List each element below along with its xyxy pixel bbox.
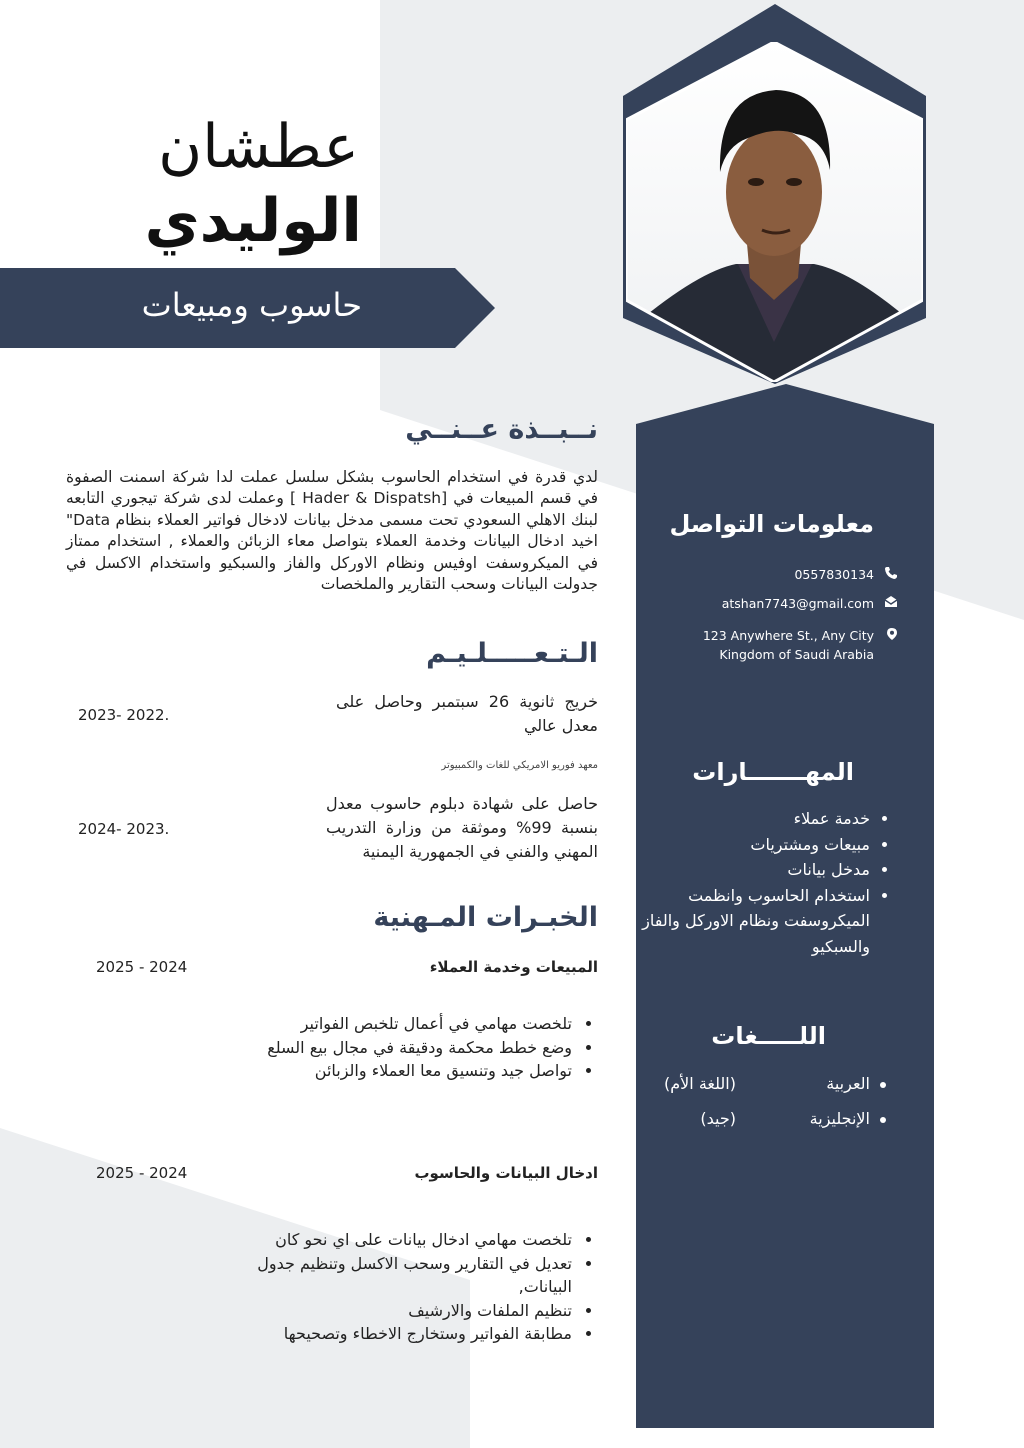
bullet-icon xyxy=(880,1082,886,1088)
about-text: لدي قدرة في استخدام الحاسوب بشكل سلسل عملت لدا شركة اسمنت الصفوة في قسم المبيعات في [Hader & Dispatsh ] وعملت لدى شركة تيجوري التابعه لبنك الاهلي السعودي تحت مسمى مدخل بيانات لادخال فواتير العملاء بنظام Data" اخيد ادخال البيانات وخدمة العملاء بتواصل معاء الزبائن والعملاء , استخدام ممتاز في الميكروسفت اوفيس ونظام الاوركل والفاز والسبكيو واستخدام الاكسل في جدولت البيانات وسحب التقارير والملخصات xyxy=(66,468,598,594)
languages-heading: اللـــــغات xyxy=(711,1022,826,1050)
education-entry-1-years: 2023- 2022. xyxy=(78,706,170,724)
list-item: • مطابقة الفواتير وستخارج الاخطاء وتصحيحها xyxy=(204,1322,574,1346)
experience-heading: الخبـرات المـهنية xyxy=(373,902,598,933)
contact-phone[interactable]: 0557830134 xyxy=(794,567,874,582)
education-entry-2-years: 2024- 2023. xyxy=(78,820,170,838)
list-item: • تعديل في التقارير وسحب الاكسل وتنظيم جدول البيانات, xyxy=(204,1252,574,1299)
job-2-years: 2025 - 2024 xyxy=(96,1164,188,1182)
about-heading: نــبــذة عــنــي xyxy=(405,414,598,445)
education-heading: الـتـعـــــلـيـم xyxy=(426,638,598,669)
job-2-tasks xyxy=(204,1228,594,1346)
list-item: • تواصل جيد وتنسيق معا العملاء والزبائن xyxy=(174,1059,574,1083)
contact-email[interactable]: atshan7743@gmail.com xyxy=(721,596,874,611)
language-2-name: الإنجليزية xyxy=(809,1109,870,1128)
language-2-level: (جيد) xyxy=(700,1109,736,1128)
bullet-icon xyxy=(880,1117,886,1123)
contact-heading: معلومات التواصل xyxy=(669,510,874,538)
list-item: • تنظيم الملفات والارشيف xyxy=(204,1299,574,1323)
list-item: • وضع خطط محكمة ودقيقة في مجال بيع السلع xyxy=(174,1036,574,1060)
location-icon xyxy=(885,627,899,641)
job-1-title: المبيعات وخدمة العملاء xyxy=(429,958,598,976)
list-item: • استخدام الحاسوب وانظمت الميكروسفت ونظام الاوركل والفاز والسبكيو xyxy=(635,883,870,960)
job-1-tasks xyxy=(174,1012,594,1083)
education-entry-1: خريج ثانوية 26 سبتمبر وحاصل على معدل عالي xyxy=(336,692,599,735)
last-name: الوليدي xyxy=(144,186,362,256)
job-2-title: ادخال البيانات والحاسوب xyxy=(414,1164,598,1182)
education-entry-2: حاصل على شهادة دبلوم حاسوب معدل بنسبة 99% وموثقة من وزارة التدريب المهني والفني في الجمهورية اليمنية xyxy=(326,794,598,861)
email-icon xyxy=(884,595,898,609)
job-1-years: 2025 - 2024 xyxy=(96,958,188,976)
list-item: • خدمة عملاء xyxy=(635,806,870,832)
language-1-level: (اللغة الأم) xyxy=(664,1074,736,1093)
job-title: حاسوب ومبيعات xyxy=(141,286,362,324)
first-name: عطشان xyxy=(158,112,359,182)
skills-heading: المهـــــــارات xyxy=(692,758,854,786)
profile-photo xyxy=(626,42,923,382)
education-institute: معهد فوريو الامريكي للغات والكمبيوتر xyxy=(441,760,598,771)
language-1-name: العربية xyxy=(826,1074,870,1093)
list-item: • مبيعات ومشتريات xyxy=(635,832,870,858)
contact-address: 123 Anywhere St., Any City Kingdom of Saudi Arabia xyxy=(702,628,874,662)
list-item: • تلخصت مهامي ادخال بيانات على اي نحو كان xyxy=(204,1228,574,1252)
list-item: • مدخل بيانات xyxy=(635,857,870,883)
list-item: • تلخصت مهامي في أعمال تلخبص الفواتير xyxy=(174,1012,574,1036)
skills-list xyxy=(635,806,896,959)
phone-icon xyxy=(884,566,898,580)
